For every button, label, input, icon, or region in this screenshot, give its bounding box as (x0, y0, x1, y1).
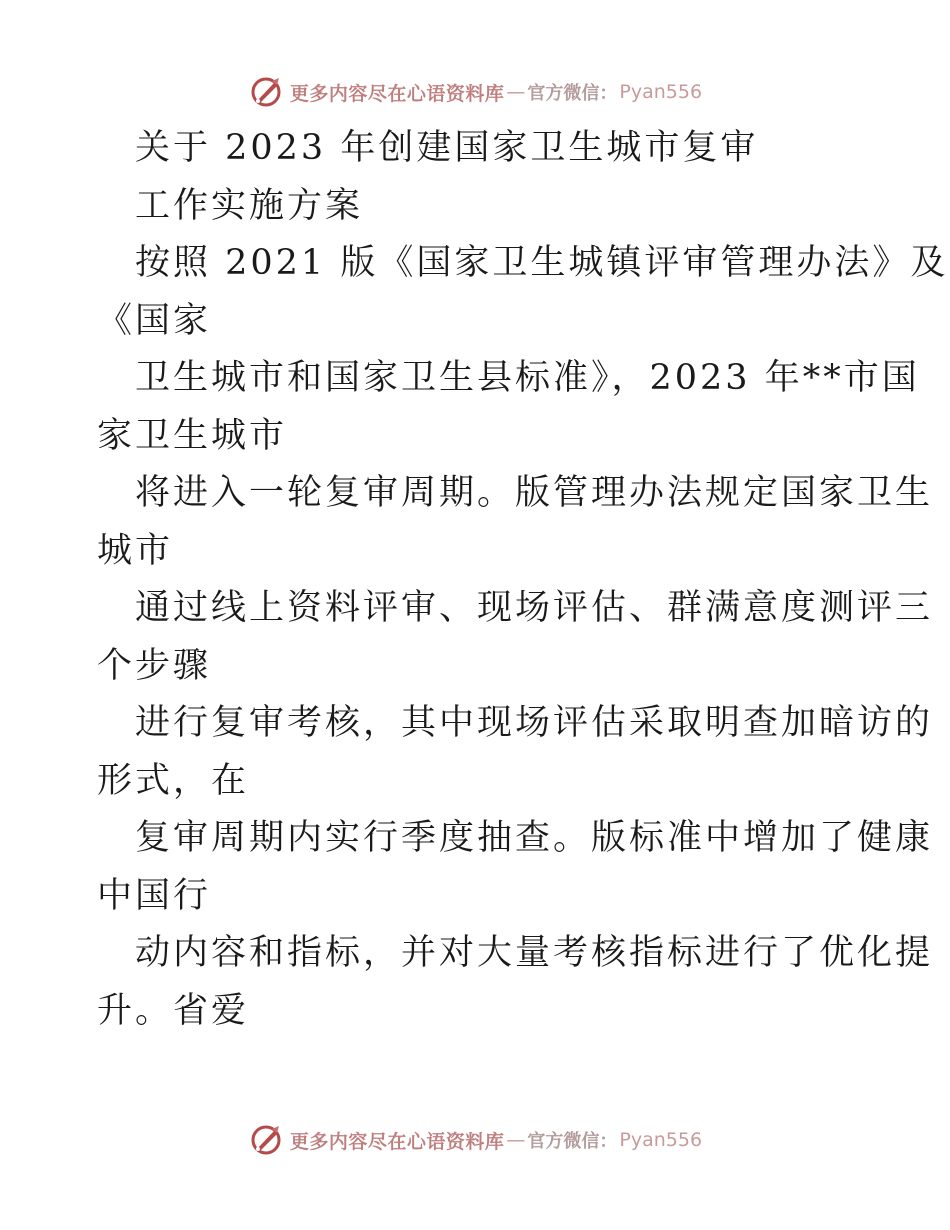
paragraph-line: 通过线上资料评审、现场评估、群满意度测评三 (135, 588, 934, 628)
watermark-dash: — (506, 1129, 526, 1151)
paragraph-line: 家卫生城市 (97, 415, 288, 456)
paragraph-line: 个步骤 (97, 645, 212, 686)
header-watermark (0, 72, 950, 112)
paragraph-line: 将进入一轮复审周期。版管理办法规定国家卫生 (135, 473, 934, 513)
watermark-account-label: 官方微信： (527, 1131, 618, 1152)
quill-logo-icon (248, 74, 284, 110)
watermark-account-label: 官方微信： (527, 83, 618, 104)
paragraph-line: 进行复审考核，其中现场评估采取明查加暗访的 (135, 703, 934, 743)
watermark-account-id: Pyan556 (619, 1129, 703, 1151)
paragraph-line: 城市 (97, 530, 174, 571)
document-body (97, 120, 949, 1040)
document-title-line-2: 工作实施方案 (135, 185, 364, 226)
paragraph-line: 动内容和指标，并对大量考核指标进行了优化提 (135, 933, 934, 973)
watermark-text: 更多内容尽在心语资料库 (289, 1130, 505, 1153)
paragraph-line: 升。省爱 (97, 990, 250, 1031)
watermark-text: 更多内容尽在心语资料库 (289, 82, 505, 105)
paragraph-line: 形式，在 (97, 760, 250, 801)
footer-watermark (0, 1120, 950, 1160)
watermark-dash: — (506, 81, 526, 103)
quill-logo-icon (248, 1122, 284, 1158)
paragraph-line: 《国家 (97, 300, 212, 341)
paragraph-line: 按照 2021 版《国家卫生城镇评审管理办法》及 (135, 243, 949, 283)
paragraph-line: 卫生城市和国家卫生县标准》，2023 年**市国 (135, 358, 920, 398)
document-title-line-1: 关于 2023 年创建国家卫生城市复审 (135, 128, 759, 168)
paragraph-line: 中国行 (97, 875, 212, 916)
paragraph-line: 复审周期内实行季度抽查。版标准中增加了健康 (135, 818, 934, 858)
watermark-account-id: Pyan556 (619, 81, 703, 103)
